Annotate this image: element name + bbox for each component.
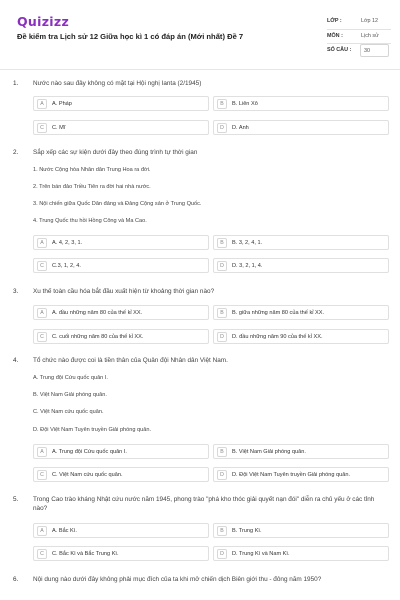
option-letter: B — [217, 238, 227, 248]
header-divider — [0, 69, 400, 70]
question-number: 5. — [13, 496, 19, 503]
option-text: D. Anh — [232, 125, 249, 131]
question-number: 4. — [13, 357, 19, 364]
answer-option-a[interactable] — [33, 235, 209, 250]
option-letter: A — [37, 447, 47, 457]
question-statement: C. Việt Nam cứu quốc quân. — [33, 409, 104, 415]
option-letter: D — [217, 261, 227, 271]
option-text: A. Bắc Kì. — [52, 528, 77, 534]
question-statement: 1. Nước Cộng hòa Nhân dân Trung Hoa ra đời. — [33, 167, 151, 173]
option-text: A. đầu những năm 80 của thế kỉ XX. — [52, 310, 143, 316]
document-header — [0, 0, 400, 70]
answer-option-c[interactable] — [33, 546, 209, 561]
answer-option-d[interactable] — [213, 467, 389, 482]
option-letter: A — [37, 238, 47, 248]
quizizz-logo[interactable]: Quizizz — [17, 14, 70, 29]
class-label: LỚP : — [327, 18, 342, 24]
question-number: 6. — [13, 576, 19, 583]
option-text: C. Mĩ — [52, 125, 66, 131]
question-statement: D. Đội Việt Nam Tuyên truyền Giải phóng quân. — [33, 427, 152, 433]
option-letter: A — [37, 526, 47, 536]
answer-option-b[interactable] — [213, 305, 389, 320]
option-text: C.3, 1, 2, 4. — [52, 263, 81, 269]
answer-option-b[interactable] — [213, 235, 389, 250]
option-text: D. Trung Kì và Nam Kì. — [232, 551, 290, 557]
option-letter: C — [37, 332, 47, 342]
option-letter: B — [217, 526, 227, 536]
option-text: D. đầu những năm 90 của thế kỉ XX. — [232, 334, 323, 340]
option-letter: D — [217, 332, 227, 342]
option-text: C. Việt Nam cứu quốc quân. — [52, 472, 123, 478]
question-text: Xu thế toàn cầu hóa bắt đầu xuất hiện từ khoảng thời gian nào? — [33, 288, 215, 295]
answer-option-a[interactable] — [33, 523, 209, 538]
question-number: 2. — [13, 149, 19, 156]
option-letter: D — [217, 470, 227, 480]
option-text: C. cuối những năm 80 của thế kỉ XX. — [52, 334, 144, 340]
count-meta — [327, 44, 391, 58]
question-number: 3. — [13, 288, 19, 295]
answer-option-a[interactable] — [33, 444, 209, 459]
question-text: Tổ chức nào được coi là tiền thân của Quân đội Nhân dân Việt Nam. — [33, 357, 228, 364]
option-letter: D — [217, 549, 227, 559]
option-letter: C — [37, 470, 47, 480]
option-letter: C — [37, 549, 47, 559]
option-letter: A — [37, 99, 47, 109]
class-value: Lớp 12 — [361, 18, 379, 24]
option-letter: D — [217, 123, 227, 133]
answer-option-d[interactable] — [213, 329, 389, 344]
option-text: B. 3, 2, 4, 1. — [232, 240, 263, 246]
answer-option-c[interactable] — [33, 329, 209, 344]
option-text: B. Việt Nam Giải phóng quân. — [232, 449, 306, 455]
answer-option-b[interactable] — [213, 96, 389, 111]
answer-option-a[interactable] — [33, 96, 209, 111]
question-text: Sắp xếp các sự kiện dưới đây theo đúng trình tự thời gian — [33, 149, 198, 156]
count-label: SỐ CÂU : — [327, 47, 352, 53]
option-text: D. Đội Việt Nam Tuyên truyền Giải phóng quân. — [232, 472, 351, 478]
question-number: 1. — [13, 80, 19, 87]
question-statement: 4. Trung Quốc thu hồi Hồng Công và Ma Cao. — [33, 218, 147, 224]
answer-option-c[interactable] — [33, 467, 209, 482]
option-letter: A — [37, 308, 47, 318]
option-letter: B — [217, 447, 227, 457]
answer-option-c[interactable] — [33, 120, 209, 135]
answer-option-d[interactable] — [213, 546, 389, 561]
answer-option-c[interactable] — [33, 258, 209, 273]
answer-option-a[interactable] — [33, 305, 209, 320]
option-letter: B — [217, 99, 227, 109]
subject-meta — [327, 30, 391, 44]
option-text: B. giữa những năm 80 của thế kỉ XX. — [232, 310, 325, 316]
question-text: Trong Cao trào kháng Nhật cứu nước năm 1945, phong trào "phá kho thóc giải quyết nạn đói" diễn ra chủ yếu ở các tỉnh nào? — [33, 496, 375, 512]
question-statement: 2. Trên bán đảo Triều Tiên ra đời hai nhà nước. — [33, 184, 151, 190]
option-text: D. 3, 2, 1, 4. — [232, 263, 263, 269]
answer-option-b[interactable] — [213, 444, 389, 459]
document-title: Đề kiểm tra Lịch sử 12 Giữa học kì 1 có đáp án (Mới nhất) Đề 7 — [17, 32, 244, 41]
option-text: A. Trung đội Cứu quốc quân I. — [52, 449, 127, 455]
option-letter: C — [37, 261, 47, 271]
answer-option-d[interactable] — [213, 258, 389, 273]
option-letter: C — [37, 123, 47, 133]
option-letter: B — [217, 308, 227, 318]
subject-value: Lịch sử — [361, 33, 379, 39]
answer-option-b[interactable] — [213, 523, 389, 538]
subject-label: MÔN : — [327, 33, 343, 39]
question-statement: A. Trung đội Cứu quốc quân I. — [33, 375, 108, 381]
option-text: B. Trung Kì. — [232, 528, 262, 534]
question-text: Nội dung nào dưới đây không phải mục đích của ta khi mở chiến dịch Biên giới thu - đông năm 1950? — [33, 576, 322, 583]
question-statement: 3. Nội chiến giữa Quốc Dân đảng và Đảng Cộng sản ở Trung Quốc. — [33, 201, 202, 207]
question-text: Nước nào sau đây không có mặt tại Hội nghị Ianta (2/1945) — [33, 80, 202, 87]
option-text: A. Pháp — [52, 101, 72, 107]
question-statement: B. Việt Nam Giải phóng quân. — [33, 392, 107, 398]
option-text: C. Bắc Kì và Bắc Trung Kì. — [52, 551, 119, 557]
class-meta — [327, 15, 391, 29]
option-text: A. 4, 2, 3, 1. — [52, 240, 83, 246]
count-value: 30 — [364, 48, 370, 54]
count-box — [360, 44, 389, 57]
option-text: B. Liên Xô — [232, 101, 258, 107]
answer-option-d[interactable] — [213, 120, 389, 135]
